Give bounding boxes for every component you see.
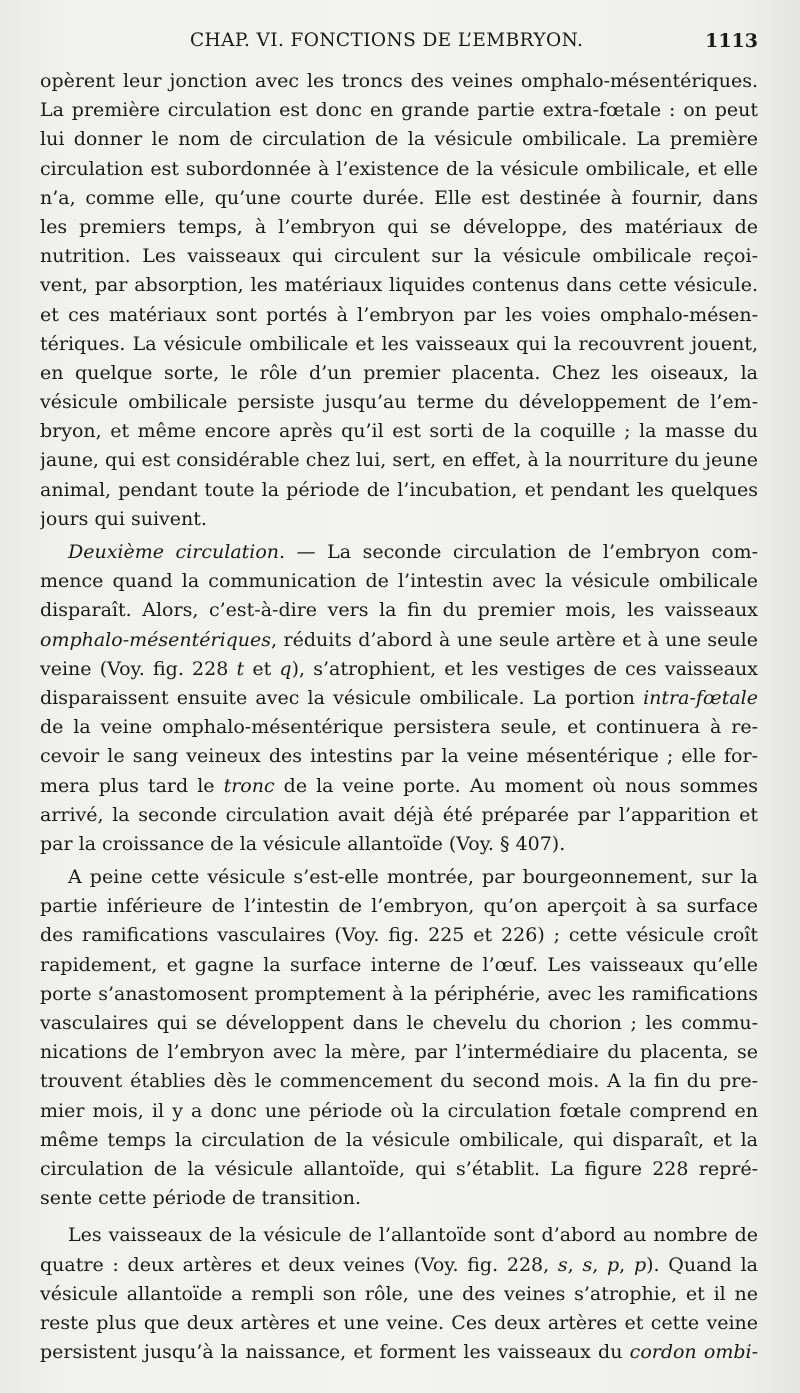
text-line: reste plus que deux artères et une veine. Ces deux artères et cette veine [40, 1311, 758, 1334]
text-line: même temps la circulation de la vésicule ombilicale, qui disparaît, et la [40, 1128, 758, 1151]
text-line: vent, par absorption, les matériaux liquides contenus dans cette vésicule. [40, 274, 758, 297]
text-line: vésicule allantoïde a rempli son rôle, une des veines s’atrophie, et il ne [40, 1282, 758, 1305]
paragraph-allantois [40, 863, 758, 1213]
page-number: 1113 [705, 30, 758, 52]
text-line: mence quand la communication de l’intestin avec la vésicule ombilicale [40, 570, 758, 593]
text-line: tériques. La vésicule ombilicale et les vaisseaux qui la recouvrent jouent, [40, 332, 758, 355]
text-line: circulation est subordonnée à l’existence de la vésicule ombilicale, et elle [40, 157, 758, 180]
text-line: Les vaisseaux de la vésicule de l’allantoïde sont d’abord au nombre de [68, 1224, 758, 1247]
body-text [40, 67, 758, 1367]
text-line: quatre : deux artères et deux veines (Voy. fig. 228, s, s, p, p). Quand la [40, 1253, 758, 1276]
text-line: mera plus tard le tronc de la veine porte. Au moment où nous sommes [40, 774, 758, 797]
text-line: bryon, et même encore après qu’il est sorti de la coquille ; la masse du [40, 420, 758, 443]
text-line: nutrition. Les vaisseaux qui circulent sur la vésicule ombilicale reçoi- [40, 245, 758, 268]
text-line: opèrent leur jonction avec les troncs des veines omphalo-mésentériques. [40, 70, 758, 92]
text-line: et ces matériaux sont portés à l’embryon par les voies omphalo-mésen- [40, 303, 758, 326]
text-line: par la croissance de la vésicule allantoïde (Voy. § 407). [40, 832, 566, 855]
text-line: vésicule ombilicale persiste jusqu’au terme du développement de l’em- [40, 391, 758, 414]
text-line: vasculaires qui se développent dans le chevelu du chorion ; les commu- [40, 1012, 758, 1034]
text-line: partie inférieure de l’intestin de l’embryon, qu’on aperçoit à sa surface [40, 895, 758, 918]
text-line: persistent jusqu’à la naissance, et forment les vaisseaux du cordon ombi- [40, 1341, 758, 1364]
text-line: des ramifications vasculaires (Voy. fig. 225 et 226) ; cette vésicule croît [40, 924, 758, 947]
text-line: sente cette période de transition. [40, 1187, 362, 1210]
text-line: de la veine omphalo-mésentérique persistera seule, et continuera à re- [40, 716, 758, 739]
text-line: mier mois, il y a donc une période où la circulation fœtale comprend en [40, 1099, 758, 1122]
text-line: nications de l’embryon avec la mère, par l’intermédiaire du placenta, se [40, 1041, 758, 1064]
text-line: jaune, qui est considérable chez lui, sert, en effet, à la nourriture du jeune [40, 449, 758, 472]
page-header [40, 30, 758, 60]
paragraph-second-circulation [40, 538, 758, 859]
text-line: animal, pendant toute la période de l’incubation, et pendant les quelques [40, 478, 758, 501]
text-line: lui donner le nom de circulation de la vésicule ombilicale. La première [40, 128, 758, 151]
running-title: CHAP. VI. FONCTIONS DE L’EMBRYON. [190, 30, 584, 51]
section-heading: Deuxième circulation. [68, 541, 286, 563]
text-line: Deuxième circulation. — La seconde circulation de l’embryon com- [68, 541, 758, 563]
text-line: arrivé, la seconde circulation avait déjà été préparée par l’apparition et [40, 803, 758, 826]
text-line: omphalo-mésentériques, réduits d’abord à une seule artère et à une seule [40, 628, 758, 651]
text-line: cevoir le sang veineux des intestins par la veine mésentérique ; elle for- [40, 745, 758, 768]
text-line: circulation de la vésicule allantoïde, qui s’établit. La figure 228 repré- [40, 1157, 758, 1180]
text-line: disparaissent ensuite avec la vésicule ombilicale. La portion intra-fœtale [40, 686, 758, 709]
text-line: jours qui suivent. [40, 507, 207, 530]
text-line: A peine cette vésicule s’est-elle montrée, par bourgeonnement, sur la [68, 866, 758, 889]
text-line: La première circulation est donc en grande partie extra-fœtale : on peut [40, 99, 758, 122]
paragraph-first-circulation [40, 67, 758, 534]
text-line: en quelque sorte, le rôle d’un premier placenta. Chez les oiseaux, la [40, 361, 758, 384]
text-line: rapidement, et gagne la surface interne de l’œuf. Les vaisseaux qu’elle [40, 953, 758, 976]
text-line: porte s’anastomosent promptement à la périphérie, avec les ramifications [40, 982, 758, 1005]
text-line: disparaît. Alors, c’est-à-dire vers la fin du premier mois, les vaisseaux [40, 599, 758, 622]
text-line: veine (Voy. fig. 228 t et q), s’atrophient, et les vestiges de ces vaisseaux [40, 657, 758, 680]
paragraph-allantois-vessels [40, 1221, 758, 1367]
text-line: n’a, comme elle, qu’une courte durée. Elle est destinée à fournir, dans [40, 186, 758, 209]
text-line: trouvent établies dès le commencement du second mois. A la fin du pre- [40, 1070, 758, 1093]
text-line: les premiers temps, à l’embryon qui se développe, des matériaux de [40, 215, 758, 238]
